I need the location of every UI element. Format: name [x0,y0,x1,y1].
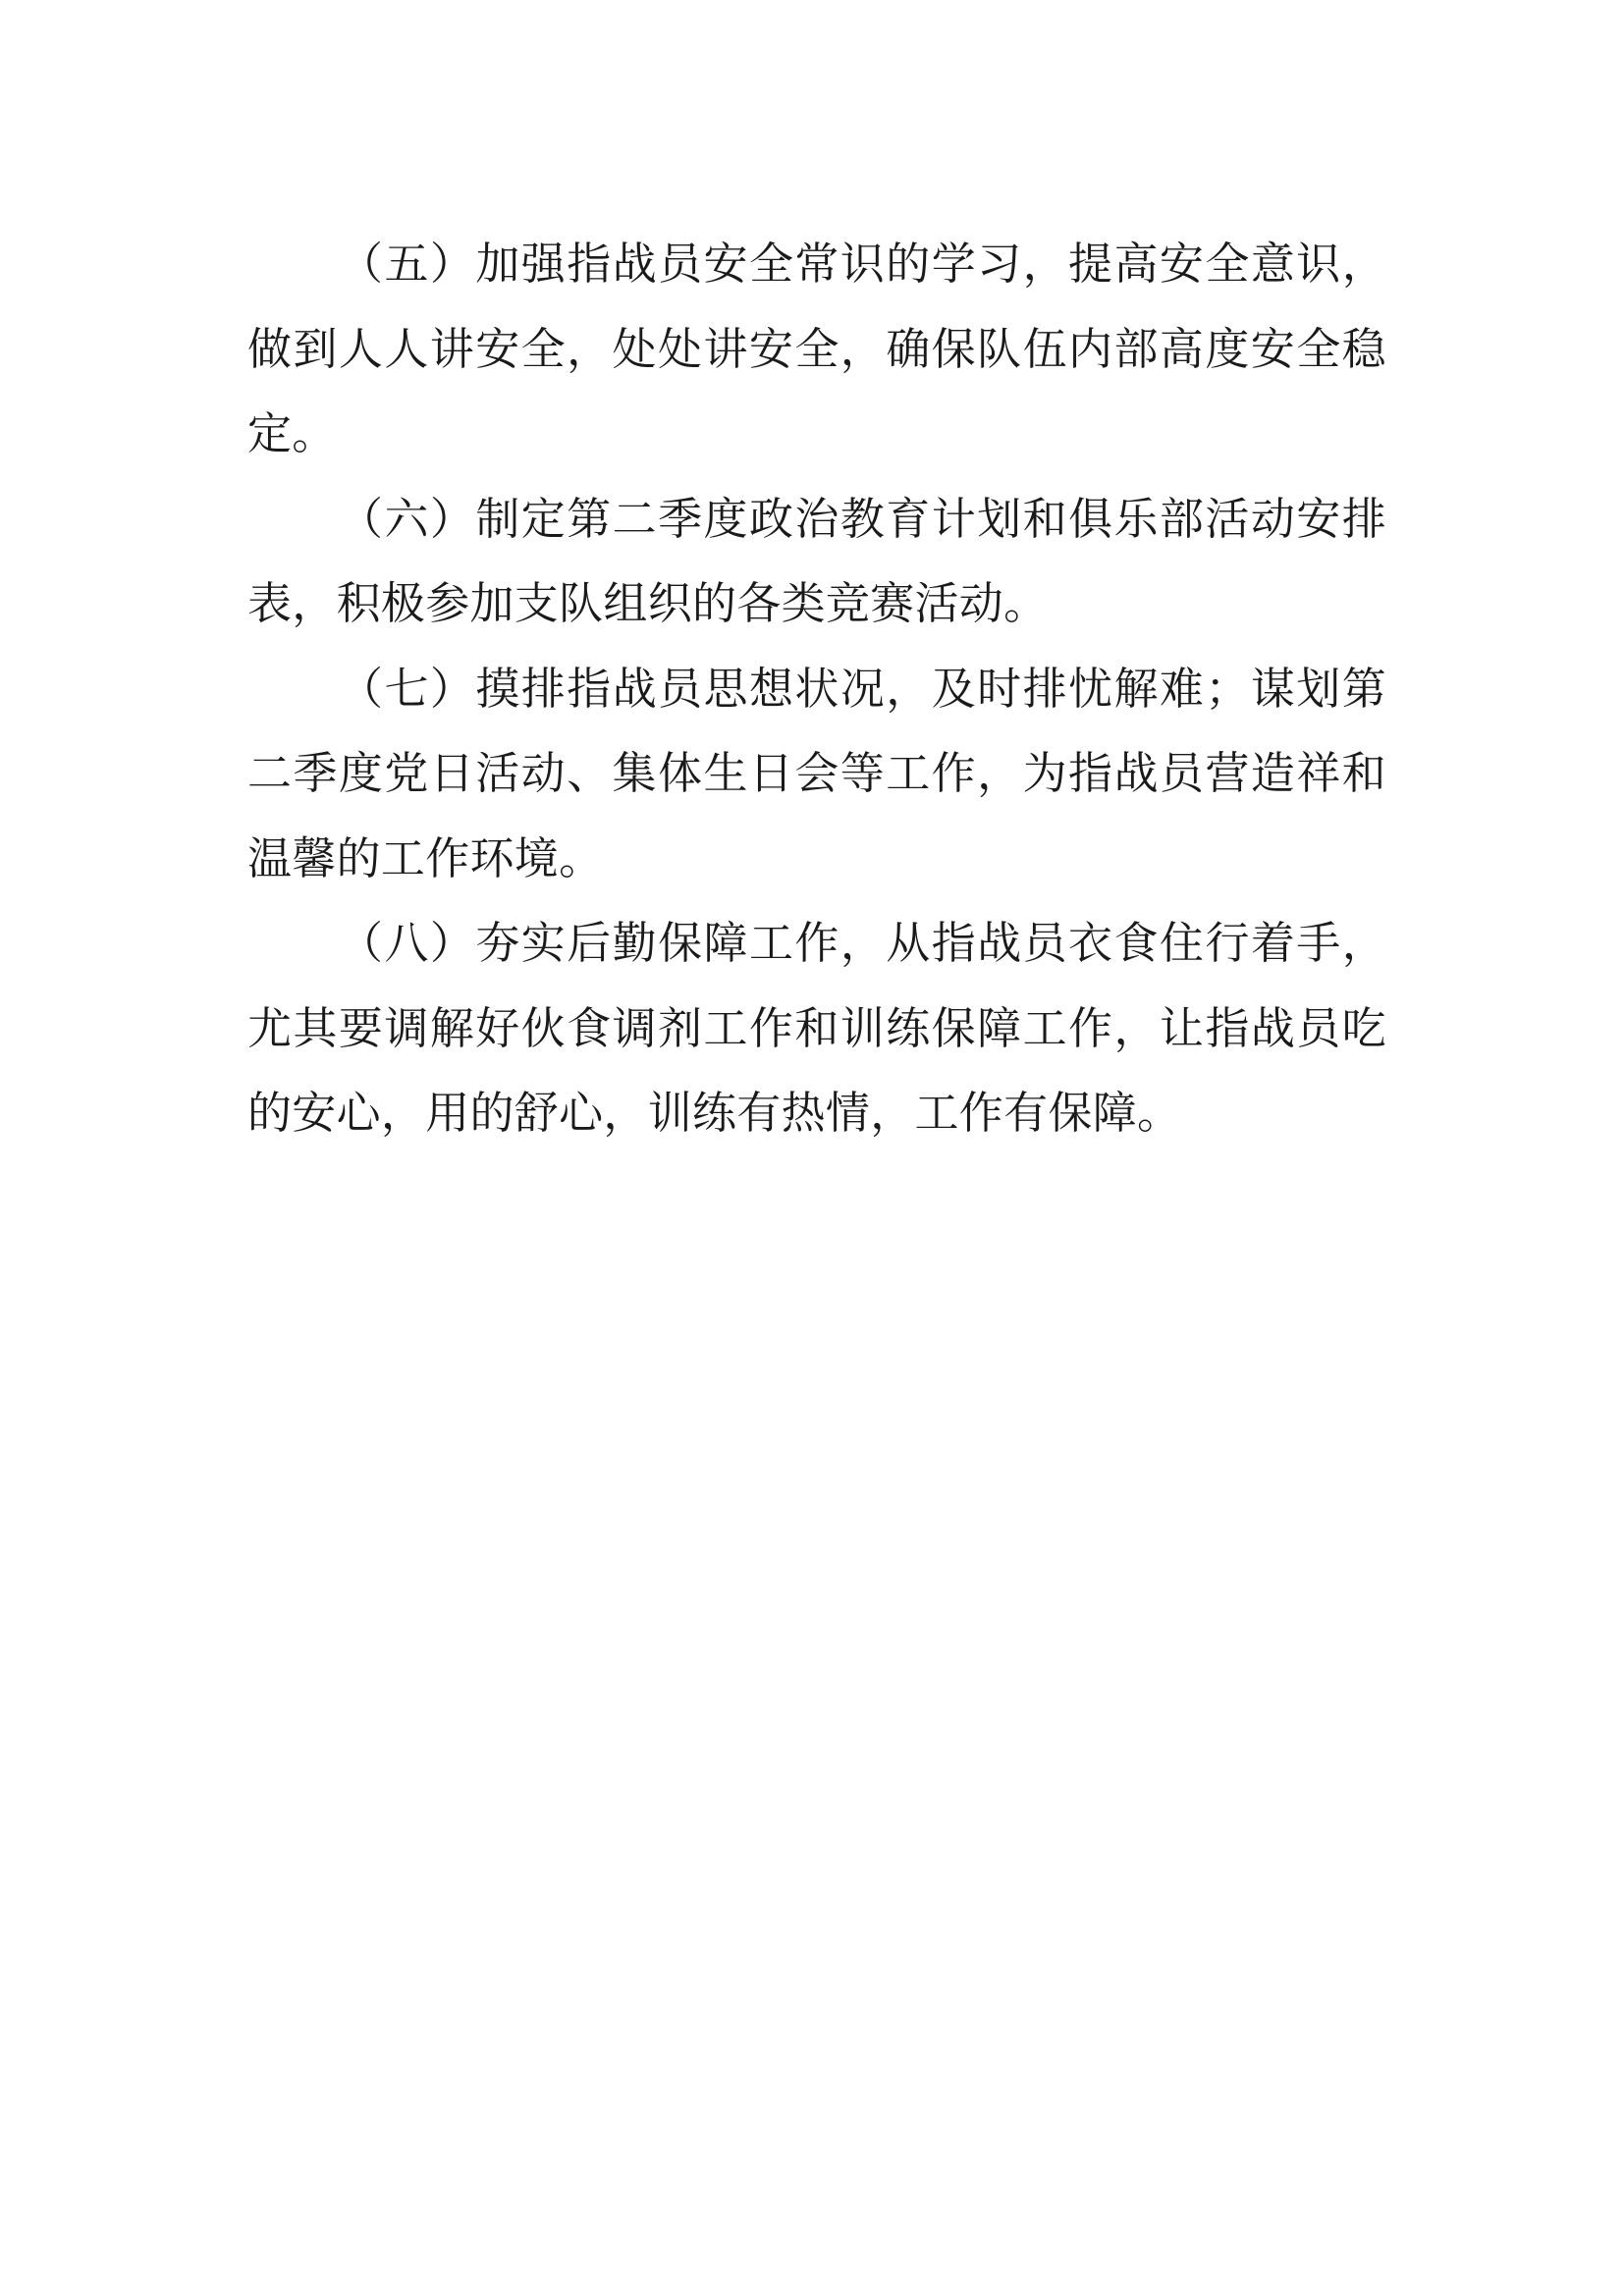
paragraph-item-5: （五）加强指战员安全常识的学习，提高安全意识，做到人人讲安全，处处讲安全，确保队伍内部高度安全稳定。 [247,238,1386,459]
paragraph-item-8: （八）夯实后勤保障工作，从指战员衣食住行着手，尤其要调解好伙食调剂工作和训练保障工作，让指战员吃的安心，用的舒心，训练有热情，工作有保障。 [247,917,1386,1139]
paragraph-item-7: （七）摸排指战员思想状况，及时排忧解难；谋划第二季度党日活动、集体生日会等工作，为指战员营造祥和温馨的工作环境。 [247,662,1386,884]
paragraph-item-6: （六）制定第二季度政治教育计划和俱乐部活动安排表，积极参加支队组织的各类竞赛活动。 [247,492,1386,629]
document-body [247,222,1386,1156]
